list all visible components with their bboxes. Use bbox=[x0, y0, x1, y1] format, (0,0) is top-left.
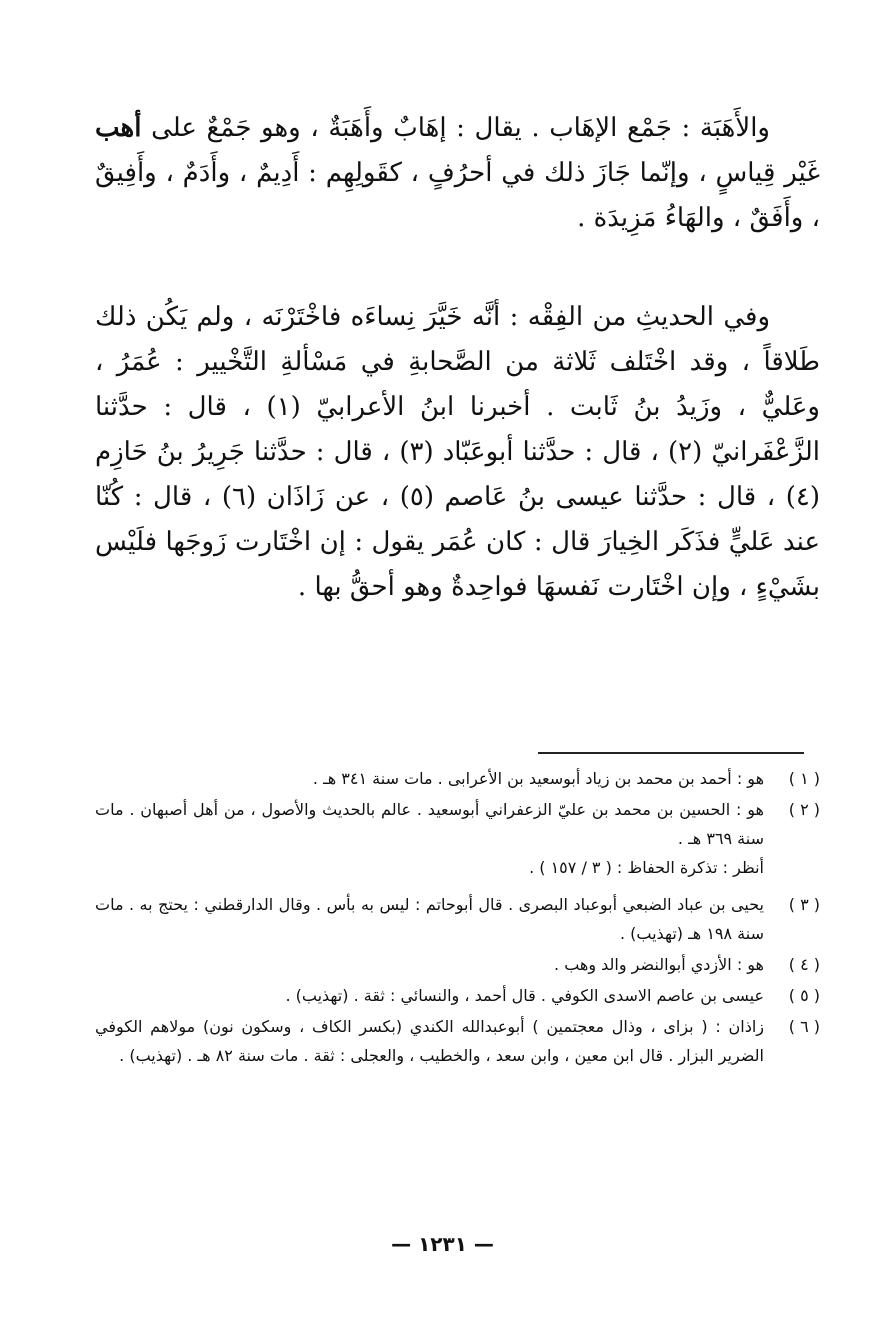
footnote-1 bbox=[95, 764, 820, 793]
footnote-number: ( ٢ ) bbox=[788, 800, 820, 819]
footnote-6 bbox=[95, 1012, 820, 1070]
footnote-number: ( ٤ ) bbox=[788, 955, 820, 974]
footnote-2 bbox=[95, 795, 820, 882]
footnote-text: عيسى بن عاصم الاسدى الكوفي . قال أحمد ، والنسائي : ثقة . (تهذيب) . bbox=[285, 986, 764, 1005]
page-number: — ١٢٣١ — bbox=[391, 1232, 494, 1256]
footnote-5 bbox=[95, 981, 820, 1010]
footnote-number: ( ١ ) bbox=[788, 769, 820, 788]
footnotes-list bbox=[95, 764, 820, 1072]
footnote-4 bbox=[95, 950, 820, 979]
footnote-text: زاذان : ( بزاى ، وذال معجتمين ) أبوعبدالله الكندي (بكسر الكاف ، وسكون نون) مولاهم الكوفي الضرير البزار . قال ابن معين ، وابن سعد ، والخطيب ، والعجلى : ثقة . مات سنة ٨٢ هـ . (تهذيب) . bbox=[95, 1017, 764, 1065]
footnote-number: ( ٥ ) bbox=[788, 986, 820, 1005]
footnote-text: هو : أحمد بن محمد بن زياد أبوسعيد بن الأعرابى . مات سنة ٣٤١ هـ . bbox=[312, 769, 764, 788]
paragraph-ahab-lead: والأَهَبَة : جَمْع الإهَاب . يقال : إهَابٌ وأَهَبَةٌ ، وهو جَمْعٌ على bbox=[151, 113, 770, 143]
footnote-text: هو : الحسين بن محمد بن عليّ الزعفراني أبوسعيد . عالم بالحديث والأصول ، من أهل أصبهان . مات سنة ٣٦٩ هـ . bbox=[95, 800, 764, 848]
footnote-number: ( ٣ ) bbox=[788, 895, 820, 914]
footnote-number: ( ٦ ) bbox=[788, 1017, 820, 1036]
paragraph-ahab-rest: غَيْر قِياسٍ ، وإنّما جَازَ ذلك في أحرُفٍ ، كقَولِهِم : أَدِيمٌ ، وأَدَمٌ ، وأَفِيقٌ ، وأَفَقٌ ، والهَاءُ مَزِيدَة . bbox=[95, 158, 820, 233]
footnote-3 bbox=[95, 890, 820, 948]
footnote-divider bbox=[538, 752, 804, 754]
footnote-text: هو : الأزدي أبوالنضر والد وهب . bbox=[554, 955, 764, 974]
paragraph-hadith-fiqh-text: وفي الحديثِ من الفِقْه : أنَّه خَيَّرَ نِساءَه فاخْتَرْنَه ، ولم يَكُن ذلك طَلاقاً ، وقد اخْتَلف ثَلاثة من الصَّحابةِ في مَسْألةِ التَّخْيير : عُمَرُ ، وعَليٌّ ، وزَيدُ بنُ ثَابت . أخبرنا ابنُ الأعرابيّ (١) ، قال : حدَّثنا الزَّعْفَرانيّ (٢) ، قال : حدَّثنا أبوعَبّاد (٣) ، قال : حدَّثنا جَرِيرُ بنُ حَازِم (٤) ، قال : حدَّثنا عيسى بنُ عَاصم (٥) ، عن زَاذَان (٦) ، قال : كُنّا عند عَليٍّ فذَكَر الخِيارَ قال : كان عُمَر يقول : إن اخْتَارت زَوجَها فلَيْس بشَيْءٍ ، وإن اخْتَارت نَفسهَا فواحِدةٌ وهو أحقُّ بها . bbox=[95, 302, 821, 602]
headword-ahab: أهب bbox=[95, 113, 142, 143]
footnote-reference: أنظر : تذكرة الحفاظ : ( ٣ / ١٥٧ ) . bbox=[529, 858, 764, 877]
paragraph-hadith-fiqh bbox=[95, 295, 820, 610]
footnote-text: يحيى بن عباد الضبعي أبوعباد البصرى . قال أبوحاتم : ليس به بأس . وقال الدارقطني : يحتج به . مات سنة ١٩٨ هـ (تهذيب) . bbox=[95, 895, 764, 943]
footnote-body bbox=[95, 795, 764, 882]
paragraph-ahab bbox=[95, 106, 820, 241]
